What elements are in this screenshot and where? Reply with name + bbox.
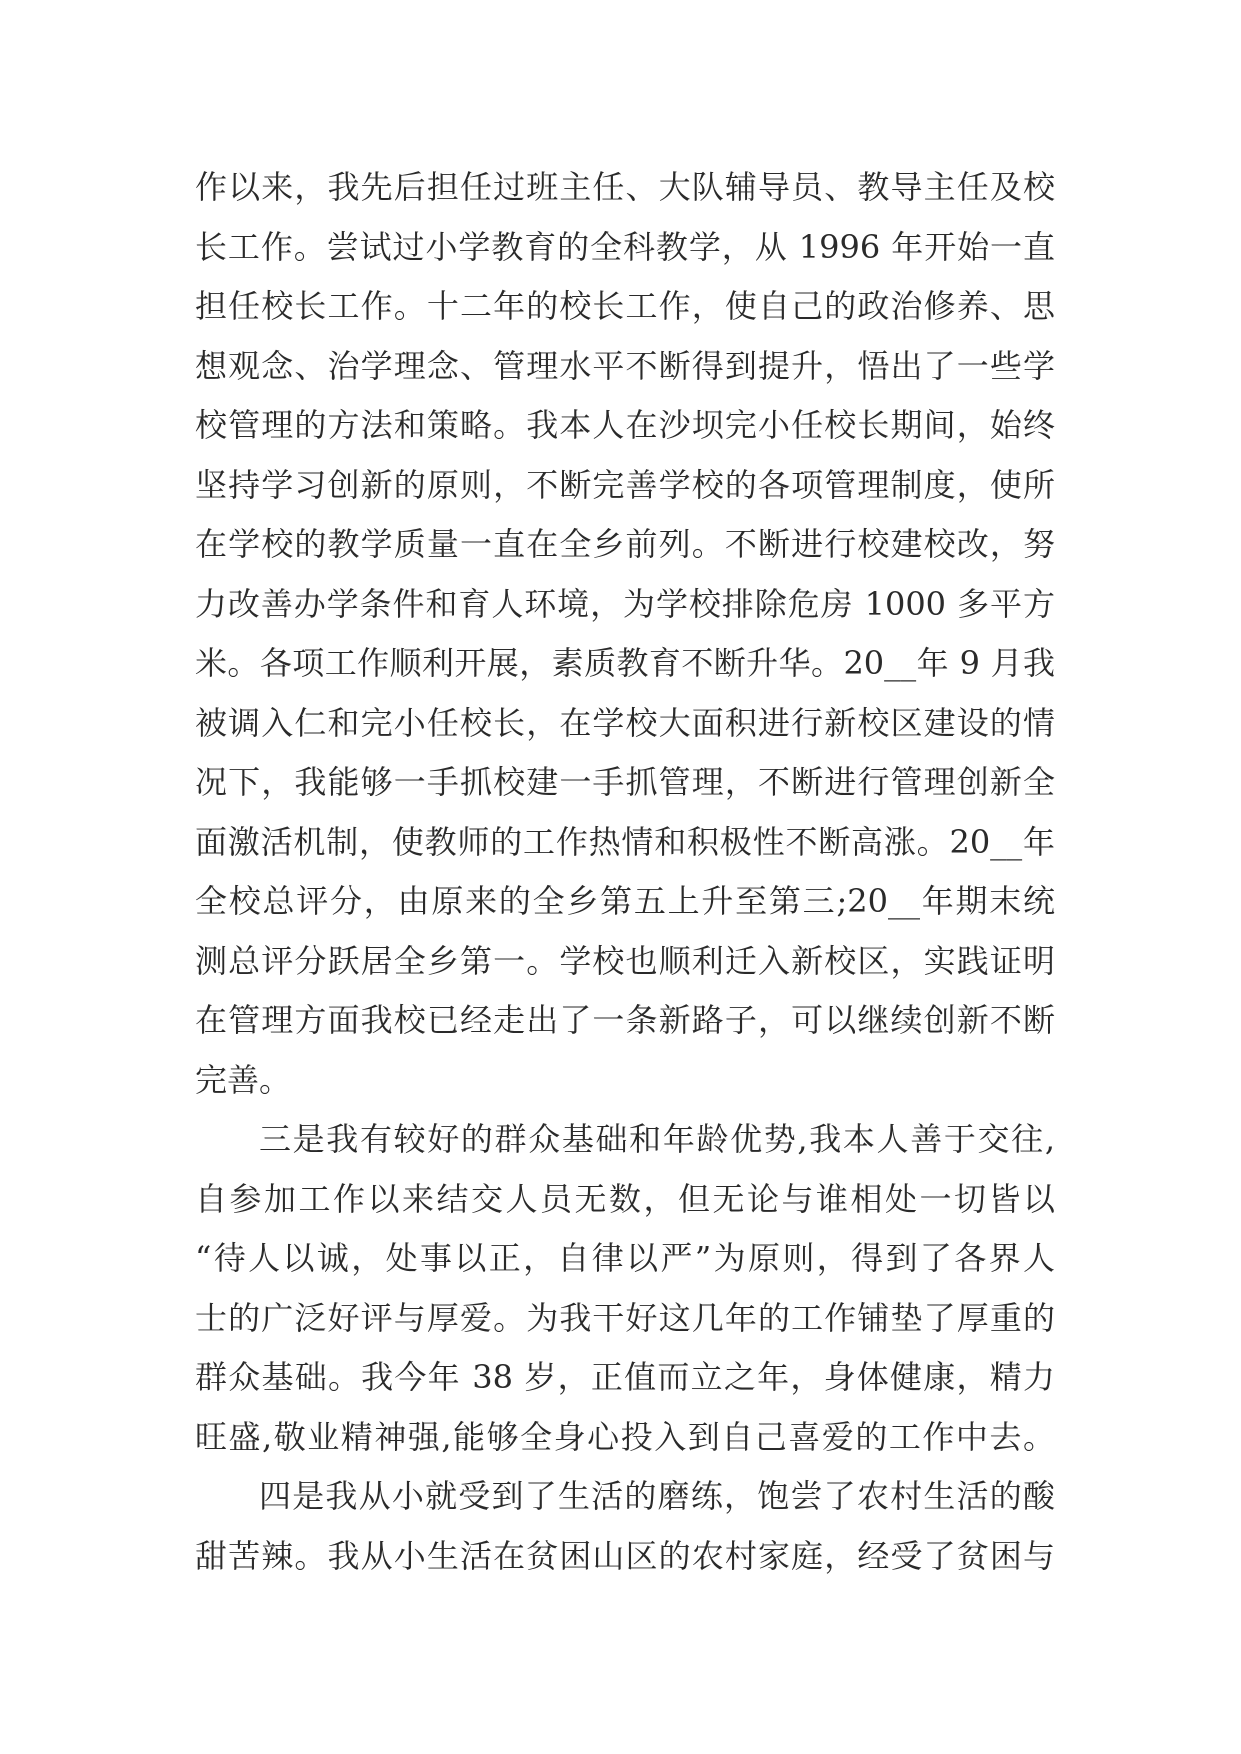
paragraph-2 [195,1110,1055,1467]
paragraph-1 [195,158,1055,1110]
text-line: 力改善办学条件和育人环境，为学校排除危房 1000 多平方 [195,584,1055,623]
body-text [195,158,1055,1586]
text-line: 作以来，我先后担任过班主任、大队辅导员、教导主任及校 [195,168,1055,206]
text-line: 想观念、治学理念、管理水平不断得到提升，悟出了一些学 [195,346,1055,385]
text-line: 全校总评分，由原来的全乡第五上升至第三;20__年期末统 [195,882,1055,920]
text-line: 三是我有较好的群众基础和年龄优势,我本人善于交往, [259,1120,1055,1158]
text-line: 坚持学习创新的原则，不断完善学校的各项管理制度，使所 [195,465,1055,504]
text-line: 完善。 [195,1060,292,1099]
text-line: 旺盛,敬业精神强,能够全身心投入到自己喜爱的工作中去。 [195,1417,1055,1456]
text-line: 校管理的方法和策略。我本人在沙坝完小任校长期间，始终 [195,406,1055,444]
text-line: 米。各项工作顺利开展，素质教育不断升华。20__年 9 月我 [195,644,1055,682]
text-line: 在学校的教学质量一直在全乡前列。不断进行校建校改，努 [195,525,1055,563]
text-line: 在管理方面我校已经走出了一条新路子，可以继续创新不断 [195,1001,1055,1039]
text-line: 长工作。尝试过小学教育的全科教学，从 1996 年开始一直 [195,227,1055,266]
text-line: 士的广泛好评与厚爱。为我干好这几年的工作铺垫了厚重的 [195,1298,1055,1337]
text-line: 况下，我能够一手抓校建一手抓管理，不断进行管理创新全 [195,763,1055,801]
text-line: 被调入仁和完小任校长，在学校大面积进行新校区建设的情 [195,703,1055,742]
paragraph-3 [195,1467,1055,1586]
text-line: 四是我从小就受到了生活的磨练，饱尝了农村生活的酸 [259,1477,1055,1515]
text-line: 自参加工作以来结交人员无数，但无论与谁相处一切皆以 [195,1179,1055,1218]
text-line: 担任校长工作。十二年的校长工作，使自己的政治修养、思 [195,287,1055,325]
text-line: “待人以诚，处事以正，自律以严”为原则，得到了各界人 [195,1239,1055,1277]
text-line: 测总评分跃居全乡第一。学校也顺利迁入新校区，实践证明 [195,941,1055,980]
text-line: 群众基础。我今年 38 岁，正值而立之年，身体健康，精力 [195,1358,1055,1396]
text-line: 甜苦辣。我从小生活在贫困山区的农村家庭，经受了贫困与 [195,1536,1055,1575]
text-line: 面激活机制，使教师的工作热情和积极性不断高涨。20__年 [195,822,1055,861]
